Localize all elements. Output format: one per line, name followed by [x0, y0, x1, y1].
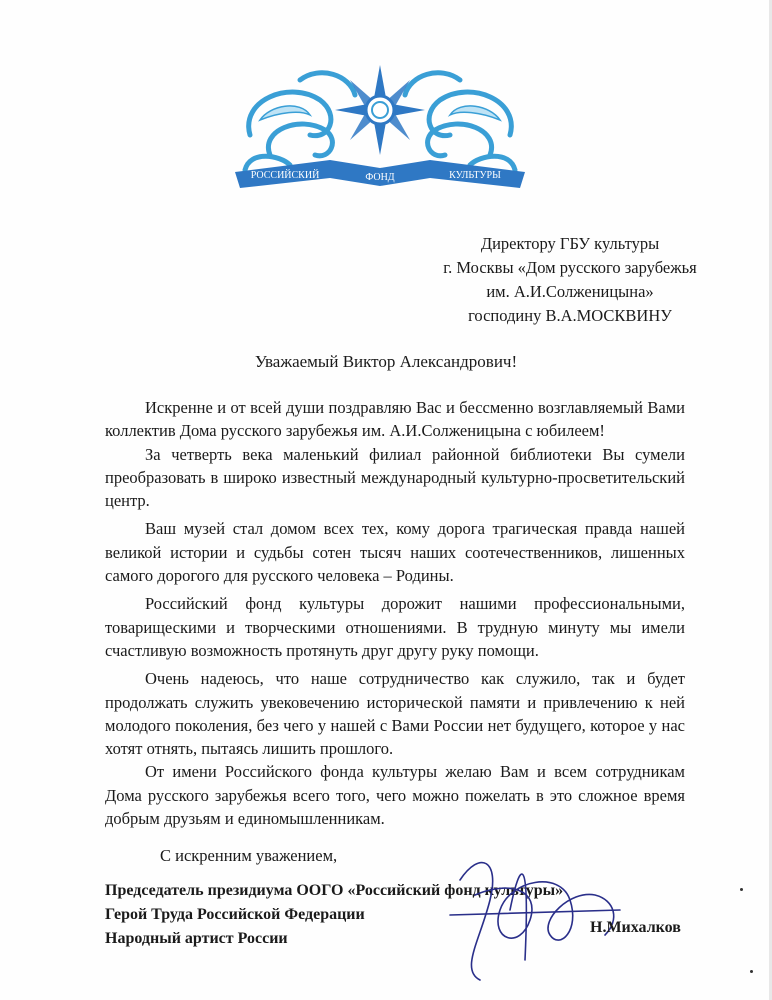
logo-text-center: ФОНД — [365, 172, 395, 183]
closing-phrase: С искренним уважением, — [160, 846, 338, 865]
logo-text-left: РОССИЙСКИЙ — [250, 170, 320, 181]
logo-graphic — [230, 60, 530, 200]
handwritten-signature — [420, 840, 650, 990]
paragraph: За четверть века маленький филиал районной библиотеки Вы сумели преобразовать в широко известный международный культурно-просветительский центр. — [105, 444, 685, 511]
letter-body — [105, 396, 685, 830]
signature-graphic — [420, 840, 650, 990]
foundation-logo — [230, 60, 530, 200]
signer-name: Н.Михалков — [590, 919, 681, 936]
address-line: Директору ГБУ культуры — [480, 234, 660, 253]
address-line: им. А.И.Солженицына» — [486, 282, 654, 301]
signatory-title: Герой Труда Российской Федерации — [105, 906, 365, 923]
signatory-title: Председатель президиума ООГО «Российский фонд культуры» — [105, 882, 564, 899]
address-line: г. Москвы «Дом русского зарубежья — [443, 258, 697, 277]
paragraph: От имени Российского фонда культуры желаю Вам и всем сотрудникам Дома русского зарубежья всего того, чего можно пожелать в это сложное время добрым друзьям и единомышленникам. — [105, 762, 685, 829]
paragraph: Очень надеюсь, что наше сотрудничество как служило, так и будет продолжать служить увековечению исторической памяти и привлечению к ней молодого поколения, без чего у нашей с Вами России нет будущего, которое у нас хотят отнять, пытаясь лишить прошлого. — [105, 669, 685, 759]
logo-text-right: КУЛЬТУРЫ — [449, 170, 501, 181]
paragraph: Ваш музей стал домом всех тех, кому дорога трагическая правда нашей великой истории и судьбы сотен тысяч наших соотечественников, лишенных самого дорогого для русского человека – Родины. — [105, 519, 685, 586]
recipient-address — [405, 232, 735, 328]
address-line: господину В.А.МОСКВИНУ — [468, 306, 672, 325]
scan-speck — [750, 970, 753, 973]
salutation: Уважаемый Виктор Александрович! — [254, 352, 518, 371]
paragraph: Искренне и от всей души поздравляю Вас и бессменно возглавляемый Вами коллектив Дома русского зарубежья им. А.И.Солженицына с юбилеем! — [105, 398, 685, 441]
scan-speck — [740, 888, 743, 891]
paragraph: Российский фонд культуры дорожит нашими профессиональными, товарищескими и творческими отношениями. В трудную минуту мы имели счастливую возможность протянуть друг другу руку помощи. — [105, 594, 685, 660]
signatory-title: Народный артист России — [105, 930, 288, 947]
